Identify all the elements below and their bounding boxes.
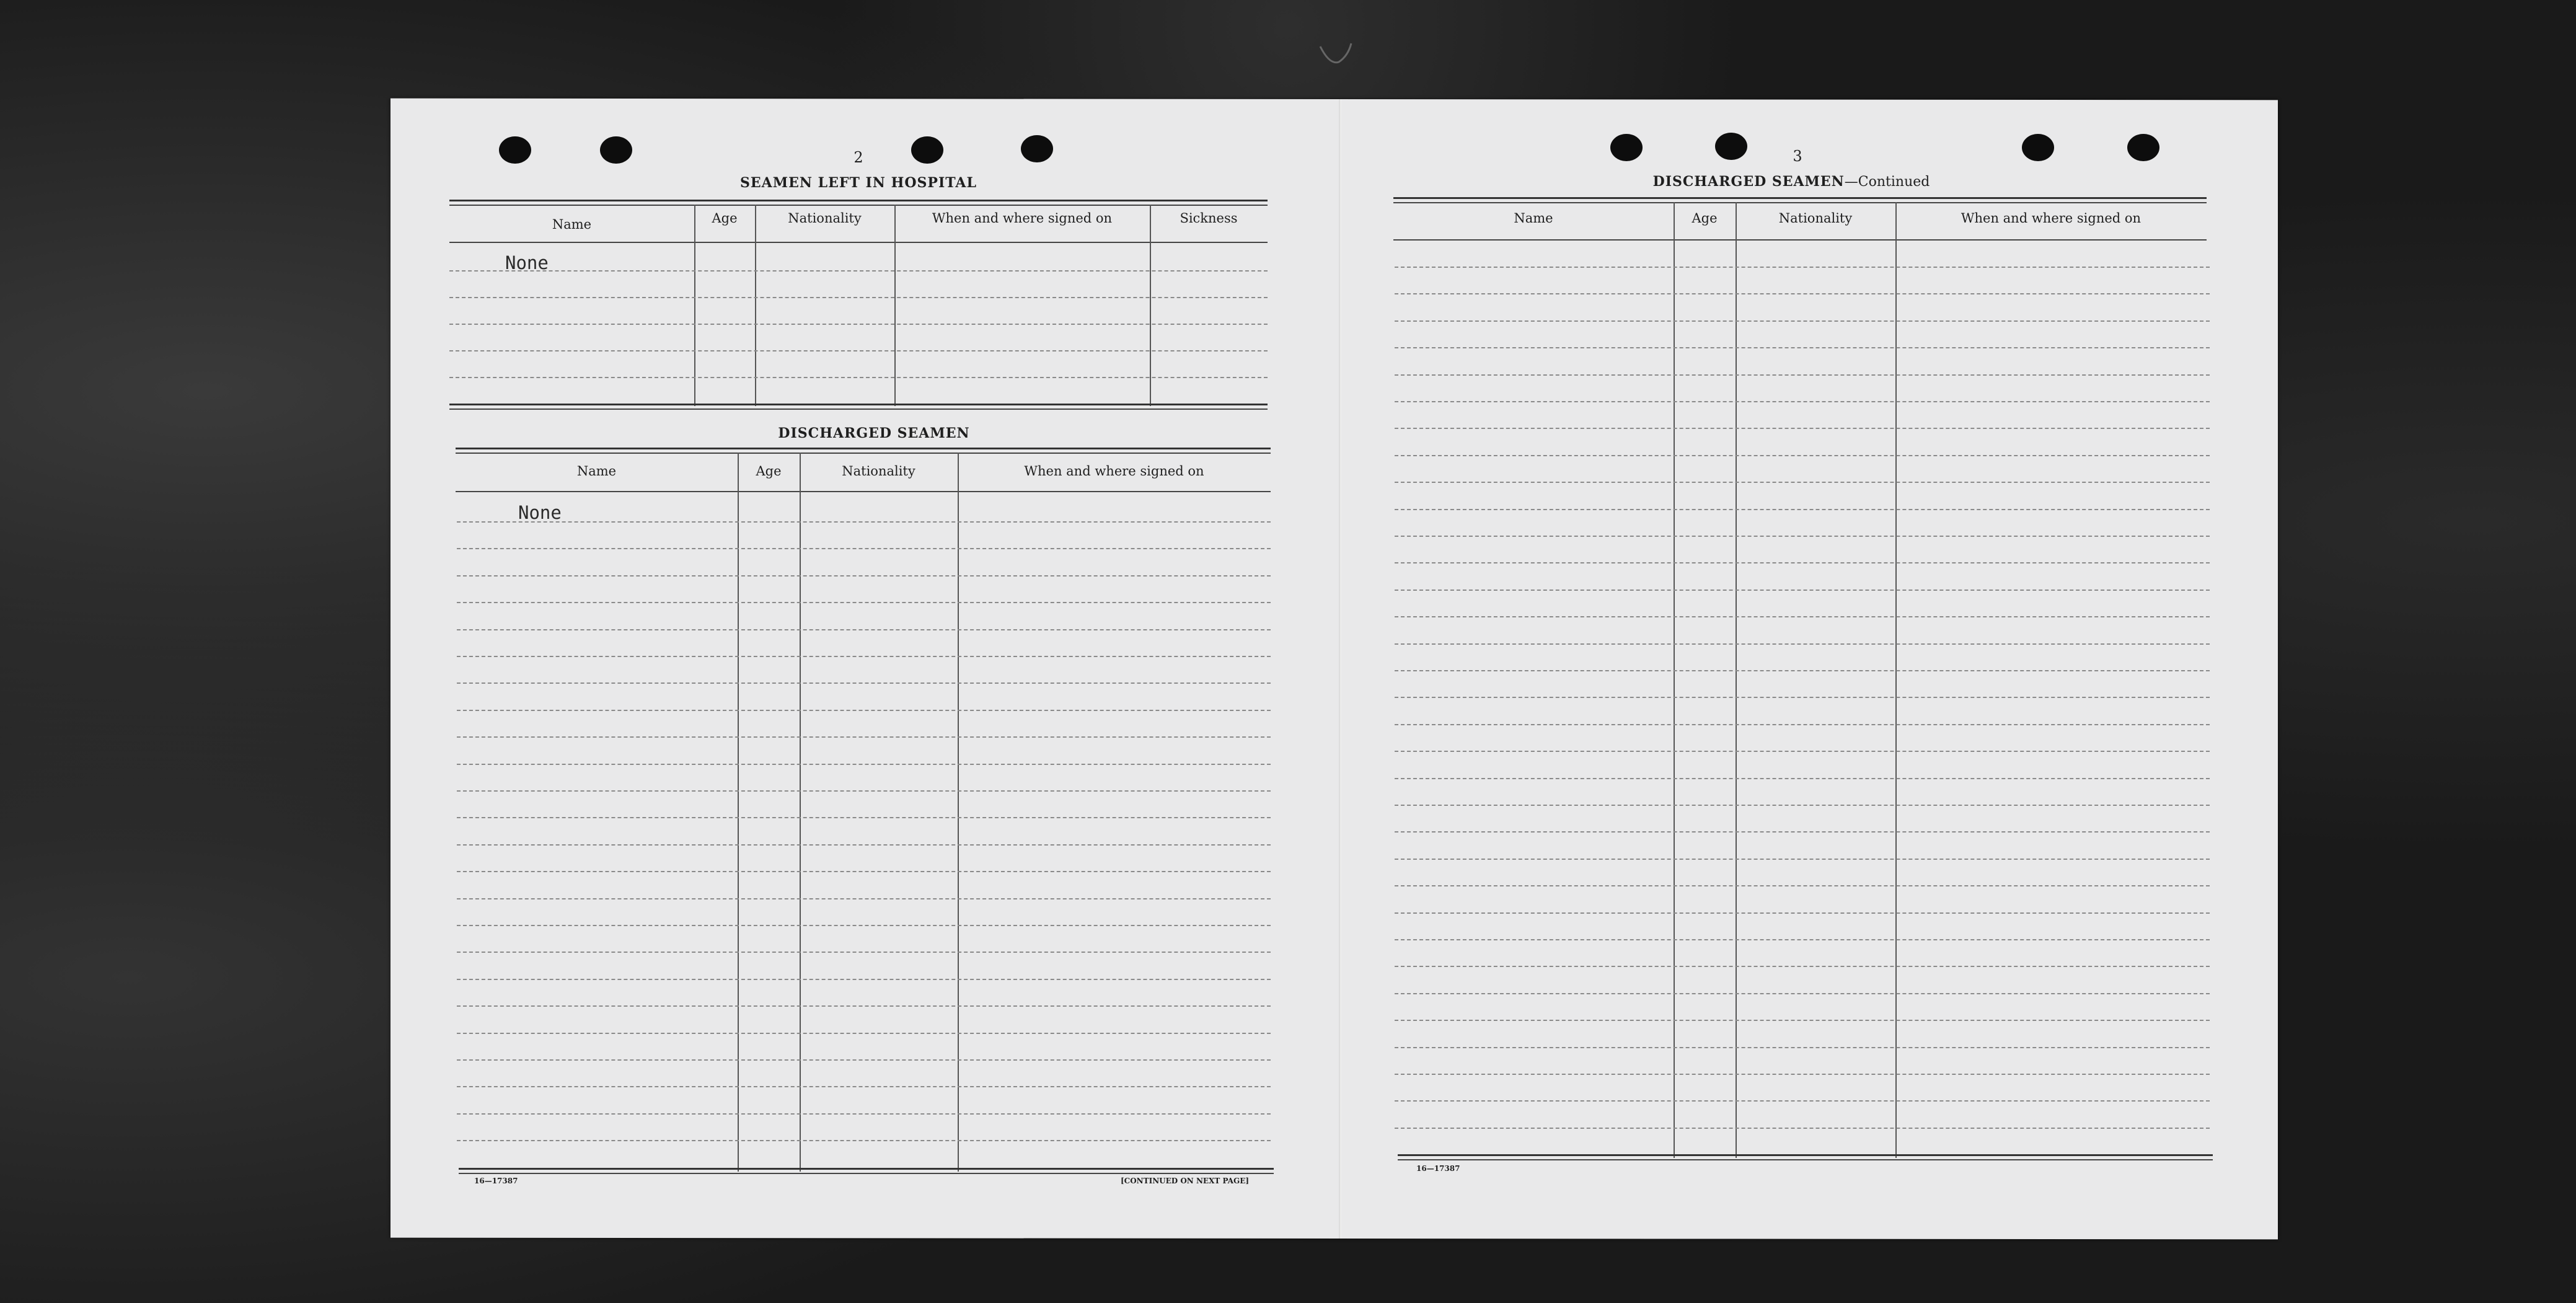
ruled-line (1395, 912, 2210, 914)
ruled-line (457, 1113, 1271, 1115)
ruled-line (1395, 778, 2210, 779)
ruled-line (1395, 616, 2210, 617)
discharged-continued-title: DISCHARGED SEAMEN—Continued (1652, 174, 1930, 190)
punch-hole (911, 136, 943, 164)
ruled-line (457, 602, 1271, 603)
column-header-nationality: Nationality (1778, 211, 1853, 226)
discharged-section-title: DISCHARGED SEAMEN (778, 425, 970, 441)
ruled-line (457, 575, 1271, 576)
ruled-line (1395, 1128, 2210, 1129)
punch-hole (2022, 134, 2054, 161)
ruled-line (1395, 966, 2210, 967)
ruled-line (457, 629, 1271, 630)
ruled-line (457, 1033, 1271, 1034)
ruled-line (457, 710, 1271, 711)
ruled-line (457, 736, 1271, 738)
ruled-line (1395, 267, 2210, 268)
page-fold (1339, 99, 1341, 1239)
ruled-line (1395, 293, 2210, 294)
ruled-line (1395, 428, 2210, 429)
ruled-line (1395, 670, 2210, 671)
ruled-line (1395, 1074, 2210, 1075)
column-header-signed-on: When and where signed on (1961, 211, 2142, 226)
ruled-line (457, 817, 1271, 818)
punch-hole (2127, 134, 2159, 161)
ruled-line (457, 548, 1271, 549)
discharged-entry: None (518, 502, 562, 523)
continued-note: [CONTINUED ON NEXT PAGE] (1121, 1177, 1250, 1185)
ruled-line (457, 1059, 1271, 1061)
ruled-line (1395, 536, 2210, 537)
ruled-line (1395, 697, 2210, 698)
ruled-line (457, 952, 1271, 953)
column-header-age: Age (756, 464, 782, 479)
ruled-line (457, 1005, 1271, 1007)
ruled-line (457, 844, 1271, 846)
page-number: 2 (854, 149, 863, 166)
ruled-line (1395, 401, 2210, 402)
ruled-line (1395, 859, 2210, 860)
ruled-line (1395, 482, 2210, 483)
ruled-line (1395, 590, 2210, 591)
column-header-name: Name (1514, 211, 1553, 226)
ruled-line (1395, 320, 2210, 322)
column-header-age: Age (712, 211, 738, 226)
column-header-nationality: Nationality (788, 211, 862, 226)
ruled-line (457, 871, 1271, 872)
ruled-line (1395, 455, 2210, 456)
form-number: 16—17387 (1416, 1164, 1460, 1173)
ruled-line (1395, 831, 2210, 833)
scribble-mark (1314, 34, 1364, 71)
ruled-line (457, 682, 1271, 684)
column-header-signed-on: When and where signed on (932, 211, 1113, 226)
ruled-line (1395, 1047, 2210, 1048)
punch-hole (499, 136, 531, 164)
ruled-line (1395, 993, 2210, 994)
ruled-line (457, 1140, 1271, 1141)
ruled-line (1395, 751, 2210, 752)
ruled-line (1395, 347, 2210, 348)
ruled-line (457, 898, 1271, 899)
ruled-line (457, 979, 1271, 980)
ruled-line (1395, 885, 2210, 886)
ruled-line (457, 521, 1271, 523)
ruled-line (1395, 1100, 2210, 1102)
punch-hole (1021, 135, 1053, 162)
document-sheet (390, 99, 2278, 1240)
ruled-line (457, 764, 1271, 765)
ruled-line (1395, 939, 2210, 940)
punch-hole (1715, 133, 1747, 160)
ruled-line (1395, 562, 2210, 563)
ruled-line (457, 925, 1271, 926)
ruled-line (457, 656, 1271, 657)
column-header-sickness: Sickness (1180, 211, 1238, 226)
punch-hole (600, 136, 632, 164)
hospital-entry: None (505, 252, 549, 273)
ruled-line (1395, 724, 2210, 725)
column-header-age: Age (1692, 211, 1718, 226)
ruled-line (1395, 374, 2210, 376)
ruled-line (1395, 1020, 2210, 1021)
column-header-signed-on: When and where signed on (1024, 464, 1204, 479)
column-header-nationality: Nationality (842, 464, 915, 479)
ruled-line (457, 790, 1271, 792)
column-header-name: Name (576, 464, 617, 479)
hospital-section-title: SEAMEN LEFT IN HOSPITAL (740, 175, 977, 191)
ruled-line (457, 1086, 1271, 1087)
ruled-line (1395, 643, 2210, 645)
column-header-name: Name (552, 217, 592, 232)
ruled-line (1395, 509, 2210, 510)
ruled-line (1395, 805, 2210, 806)
punch-hole (1610, 134, 1643, 161)
page-number: 3 (1793, 148, 1802, 165)
form-number: 16—17387 (474, 1177, 518, 1185)
